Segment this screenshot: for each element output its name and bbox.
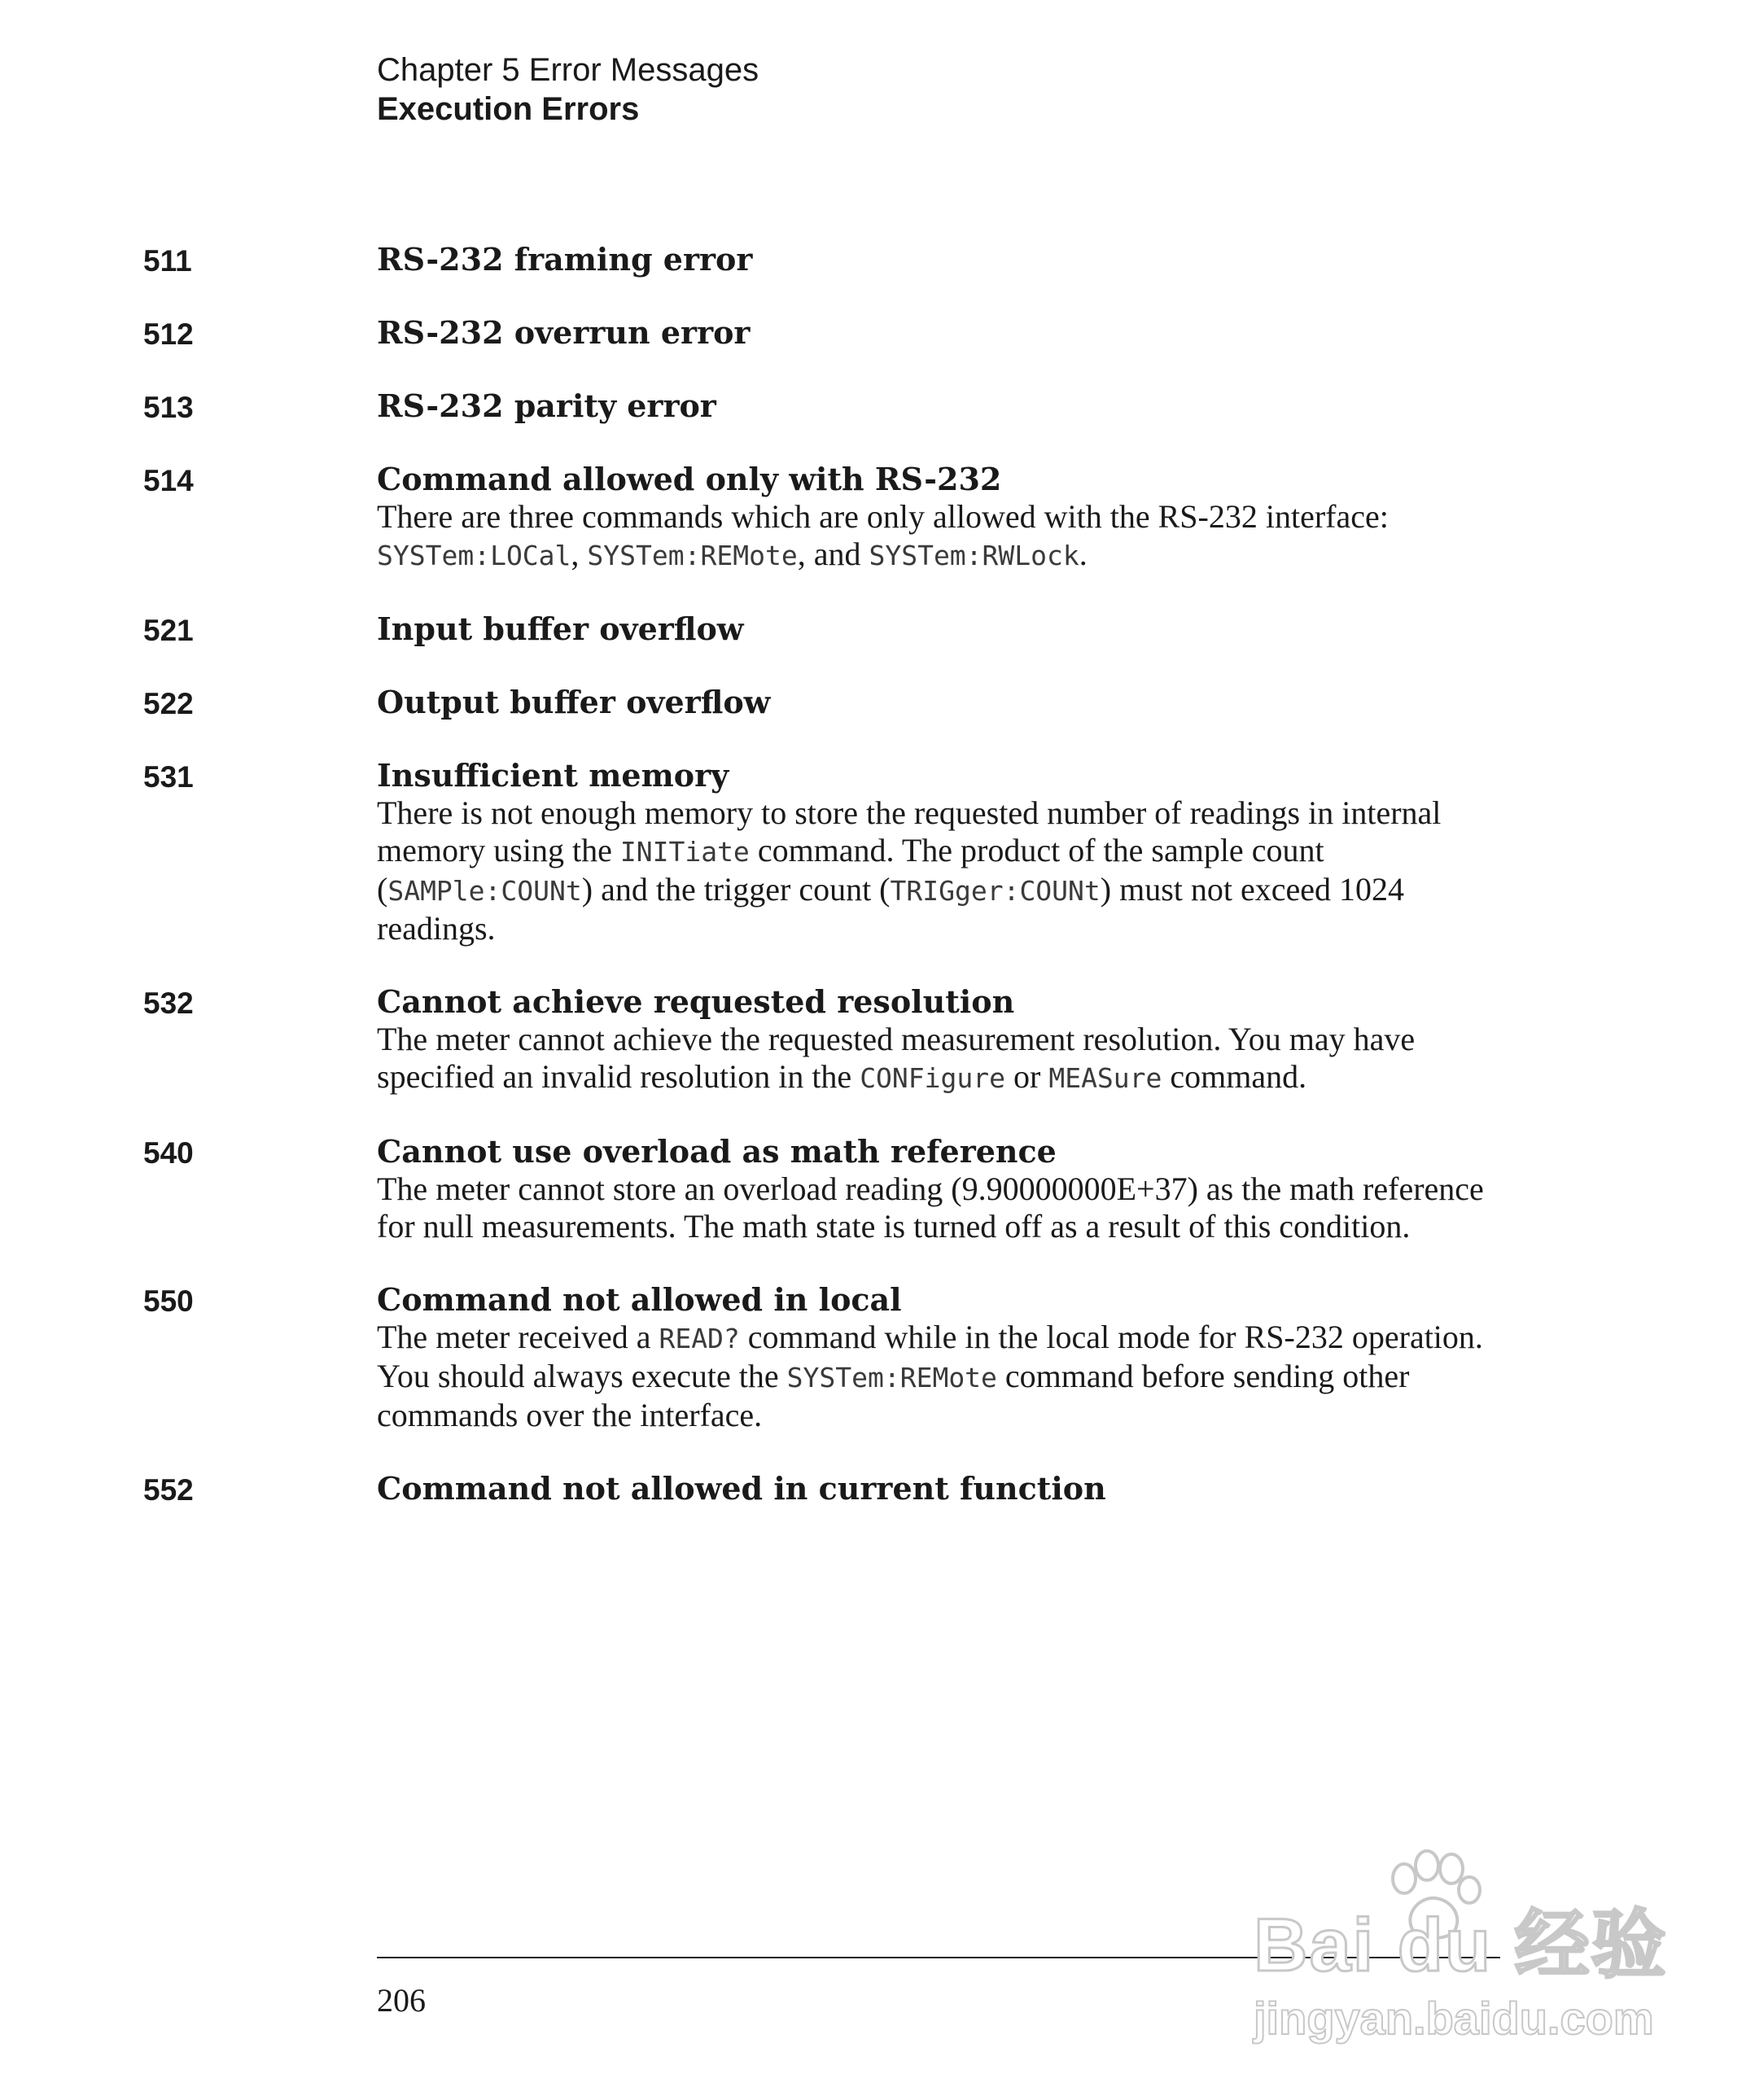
error-code: 531	[143, 760, 194, 794]
error-body	[377, 684, 1516, 721]
description-text: or	[1005, 1058, 1049, 1095]
description-text: The meter cannot achieve the requested measurement resolution. You may have specified an invalid resolution in the	[377, 1021, 1416, 1095]
chapter-title: Chapter 5 Error Messages	[377, 52, 759, 88]
error-code: 513	[143, 391, 194, 424]
command-keyword: SYSTem:REMote	[786, 1362, 997, 1393]
description-text: , and	[797, 536, 869, 572]
error-body	[377, 314, 1516, 352]
error-entry	[0, 983, 1755, 1097]
error-entry	[0, 1281, 1755, 1434]
error-title: RS-232 framing error	[377, 241, 753, 278]
description-text: .	[1079, 536, 1088, 572]
description-text: command before sending other commands over the interface.	[377, 1358, 1410, 1433]
command-keyword: CONFigure	[860, 1062, 1005, 1094]
description-text: ,	[571, 536, 588, 572]
error-entry	[0, 314, 1755, 352]
section-title: Execution Errors	[377, 91, 640, 127]
error-entry	[0, 387, 1755, 425]
error-description	[377, 1021, 1516, 1097]
error-list	[0, 241, 1755, 1543]
error-description	[377, 794, 1516, 947]
error-body	[377, 1470, 1516, 1507]
error-entry	[0, 610, 1755, 648]
error-body	[377, 461, 1516, 575]
watermark-url: jingyan.baidu.com	[1254, 1993, 1654, 2044]
error-title: Cannot use overload as math reference	[377, 1133, 1057, 1170]
error-body	[377, 757, 1516, 947]
error-code: 512	[143, 317, 194, 351]
error-title: Command allowed only with RS-232	[377, 461, 1002, 497]
error-title: RS-232 overrun error	[377, 314, 751, 351]
error-code: 550	[143, 1284, 194, 1318]
command-keyword: READ?	[659, 1323, 740, 1354]
command-keyword: SYSTem:RWLock	[869, 540, 1079, 571]
error-description	[377, 1319, 1516, 1434]
watermark-brand: Bai du 经验	[1254, 1904, 1668, 1987]
description-text: The meter cannot store an overload reading (9.90000000E+37) as the math reference for null measurements. The math state is turned off as a result of this condition.	[377, 1170, 1484, 1245]
error-title: Insufficient memory	[377, 757, 729, 794]
error-entry	[0, 1470, 1755, 1507]
error-code: 521	[143, 614, 194, 647]
error-title: Cannot achieve requested resolution	[377, 983, 1015, 1020]
error-title: Output buffer overflow	[377, 684, 771, 720]
watermark	[1254, 1848, 1677, 2059]
error-code: 514	[143, 464, 194, 497]
error-title: Input buffer overflow	[377, 610, 744, 647]
description-text: There is not enough memory to store the requested number of readings in internal memory using the	[377, 794, 1442, 868]
command-keyword: MEASure	[1048, 1062, 1162, 1094]
error-body	[377, 983, 1516, 1097]
description-text: The meter received a	[377, 1319, 659, 1355]
page-number: 206	[377, 1982, 426, 2019]
command-keyword: INITiate	[619, 836, 750, 868]
error-code: 552	[143, 1473, 194, 1507]
error-description	[377, 498, 1516, 575]
description-text: ) must not exceed 1024 readings.	[377, 871, 1405, 947]
description-text: command.	[1162, 1058, 1307, 1095]
error-code: 540	[143, 1136, 194, 1170]
error-entry	[0, 461, 1755, 575]
error-title: RS-232 parity error	[377, 387, 716, 424]
description-text: command. The product of the sample count (	[377, 832, 1324, 908]
command-keyword: TRIGger:COUNt	[890, 875, 1101, 907]
error-entry	[0, 684, 1755, 721]
error-code: 511	[143, 244, 192, 278]
error-title: Command not allowed in local	[377, 1281, 902, 1318]
error-code: 532	[143, 987, 194, 1020]
description-text: There are three commands which are only allowed with the RS-232 interface:	[377, 498, 1389, 535]
error-title: Command not allowed in current function	[377, 1470, 1106, 1507]
error-body	[377, 1133, 1516, 1245]
command-keyword: SYSTem:LOCal	[377, 540, 571, 571]
error-code: 522	[143, 687, 194, 720]
command-keyword: SYSTem:REMote	[587, 540, 798, 571]
error-entry	[0, 241, 1755, 278]
error-entry	[0, 1133, 1755, 1245]
description-text: ) and the trigger count (	[581, 871, 891, 908]
error-body	[377, 1281, 1516, 1434]
running-head	[377, 50, 759, 129]
description-text: command while in the local mode for RS-232 operation. You should always execute the	[377, 1319, 1483, 1394]
error-body	[377, 610, 1516, 648]
error-description	[377, 1170, 1516, 1245]
error-body	[377, 241, 1516, 278]
error-body	[377, 387, 1516, 425]
error-entry	[0, 757, 1755, 947]
command-keyword: SAMPle:COUNt	[387, 875, 582, 907]
